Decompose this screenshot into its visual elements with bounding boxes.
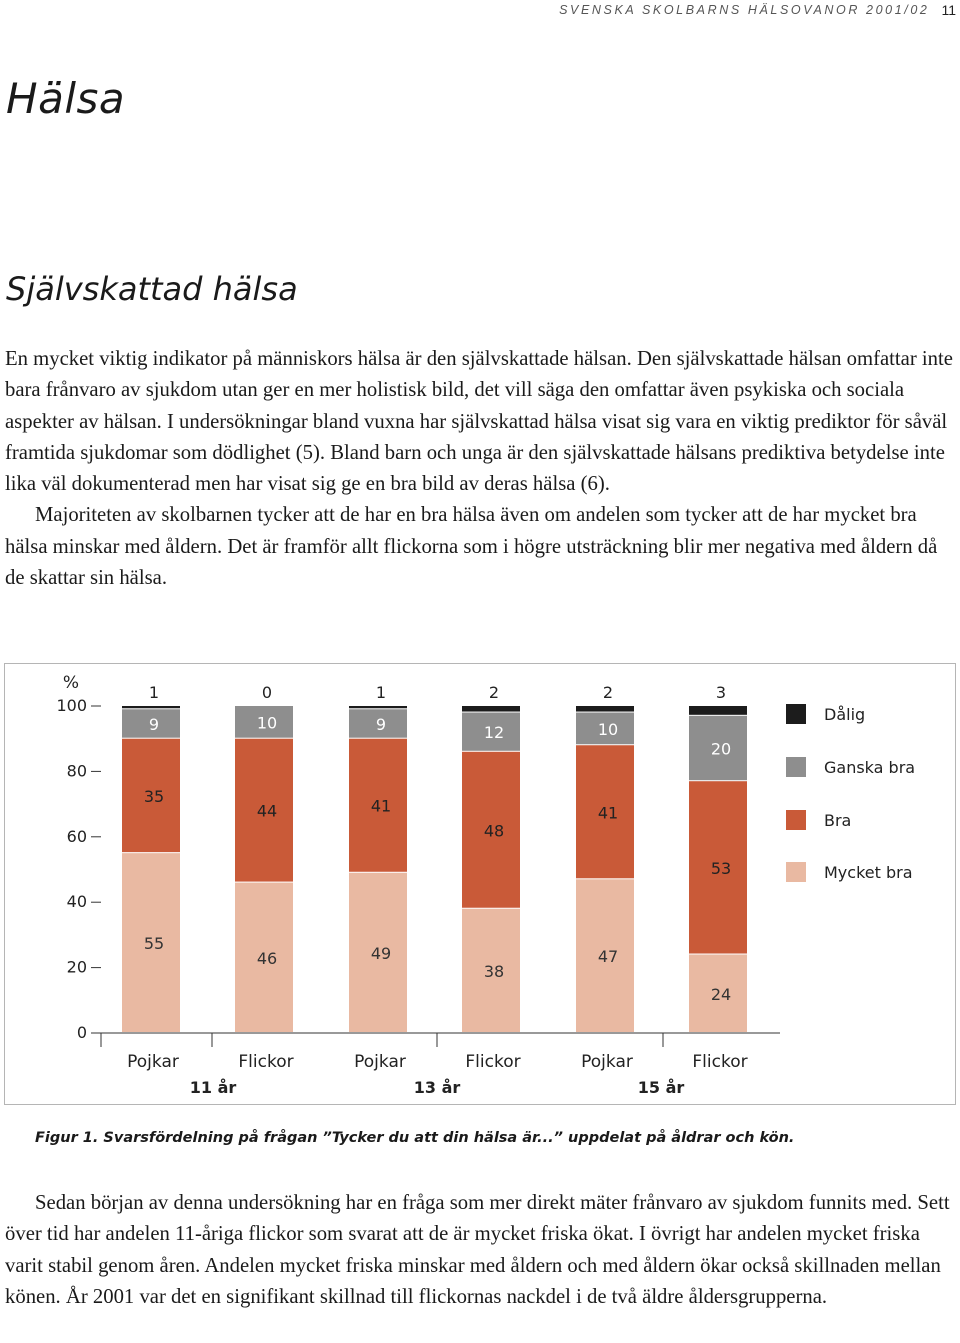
bar-dålig-4 [462,706,520,712]
group-label-3: 15 år [637,1078,685,1097]
section-title: Självskattad hälsa [6,270,298,308]
legend-label: Ganska bra [824,757,916,777]
x-category-label-6: Flickor [692,1052,748,1072]
x-category-label-5: Pojkar [581,1052,633,1072]
x-category-label-4: Flickor [465,1052,521,1072]
value-label-3-5: 10 [597,719,619,739]
legend-label: Dålig [824,704,866,724]
publication-title: SVENSKA SKOLBARNS HÄLSOVANOR 2001/02 [559,3,930,17]
legend-swatch [786,810,806,830]
running-head [559,0,956,20]
bar-dålig-3 [349,706,407,708]
figure-frame [4,663,956,1105]
after-text [5,1188,958,1313]
value-label-1-1: 55 [143,934,165,954]
value-label-2-3: 41 [370,796,392,816]
legend-swatch [786,862,806,882]
x-category-label-2: Flickor [238,1052,294,1072]
intro-paragraph-1: En mycket viktig indikator på människors hälsa är den självskattade hälsan. Den självskattade hälsan omfattar inte bara frånvaro av sjukdom utan ger en mer holistisk bild, det vill säga den omfattar även psykiska och sociala aspekter av hälsan. I undersökningar bland vuxna har självskattad hälsa visat sig vara en viktig prediktor för såväl framtida sjukdomar som dödlighet (5). Bland barn och unga är den självskattade hälsans prediktiva betydelse inte lika väl dokumenterad men har visat sig ge en bra bild av deras hälsa (6). [5,348,953,496]
y-tick-label-0: 0 [76,1023,87,1042]
x-category-label-1: Pojkar [127,1052,179,1072]
value-label-1-2: 46 [256,948,278,968]
value-label-3-3: 9 [375,714,387,734]
value-label-3-6: 20 [710,739,732,759]
legend-item-dålig [786,704,865,724]
value-label-2-5: 41 [597,803,619,823]
bar-dålig-6 [689,706,747,715]
y-tick-label-100: 100 [56,696,87,715]
value-label-dalig-1: 1 [148,683,160,702]
health-rating-chart [5,664,955,1104]
y-tick-label-40: 40 [66,892,87,912]
legend-item-ganska-bra [786,757,915,777]
value-label-dalig-3: 1 [375,683,387,702]
y-tick-label-60: 60 [66,826,87,846]
value-label-1-4: 38 [483,961,505,981]
page-title: Hälsa [6,74,126,123]
figure-caption: Figur 1. Svarsfördelning på frågan ”Tycker du att din hälsa är...” uppdelat på åldrar och kön. [35,1130,795,1146]
legend-swatch [786,757,806,777]
value-label-3-2: 10 [256,713,278,733]
legend-label: Bra [824,810,852,830]
group-label-2: 13 år [413,1078,461,1097]
legend-label: Mycket bra [824,862,913,882]
value-label-2-1: 35 [143,786,165,806]
legend-item-mycket-bra [786,862,913,882]
group-label-1: 11 år [189,1078,237,1097]
value-label-2-2: 44 [256,801,278,821]
value-label-dalig-2: 0 [261,683,273,702]
value-label-dalig-6: 3 [715,683,727,702]
value-label-3-1: 9 [148,714,160,734]
intro-text [5,344,958,594]
bar-dålig-5 [576,706,634,712]
value-label-1-3: 49 [370,943,392,963]
value-label-2-4: 48 [483,821,505,841]
intro-paragraph-2: Majoriteten av skolbarnen tycker att de har en bra hälsa även om andelen som tycker att de har mycket bra hälsa minskar med åldern. Det är framför allt flickorna som i högre utsträckning blir mer negativa med åldern då de skattar sin hälsa. [5,504,938,590]
page-number: 11 [941,2,956,18]
value-label-dalig-5: 2 [602,683,614,702]
y-tick-label-20: 20 [66,957,87,977]
y-axis-unit-label: % [62,673,80,693]
bar-dålig-1 [122,706,180,708]
value-label-2-6: 53 [710,858,732,878]
legend-item-bra [786,810,851,830]
value-label-1-6: 24 [710,984,732,1004]
y-tick-label-80: 80 [66,761,87,781]
legend-swatch [786,704,806,724]
value-label-3-4: 12 [483,723,505,743]
x-category-label-3: Pojkar [354,1052,406,1072]
value-label-1-5: 47 [597,947,619,967]
after-paragraph-1: Sedan början av denna undersökning har en fråga som mer direkt mäter frånvaro av sjukdom funnits med. Sett över tid har andelen 11-åriga flickor som svarat att de är mycket friska ökat. I övrigt har andelen mycket friska varit stabil genom åren. Andelen mycket friska minskar med åldern och med åldern ökar också skillnaden mellan könen. År 2001 var det en signifikant skillnad till flickornas nackdel i de två äldre åldersgrupperna. [5,1192,950,1308]
value-label-dalig-4: 2 [488,683,500,702]
